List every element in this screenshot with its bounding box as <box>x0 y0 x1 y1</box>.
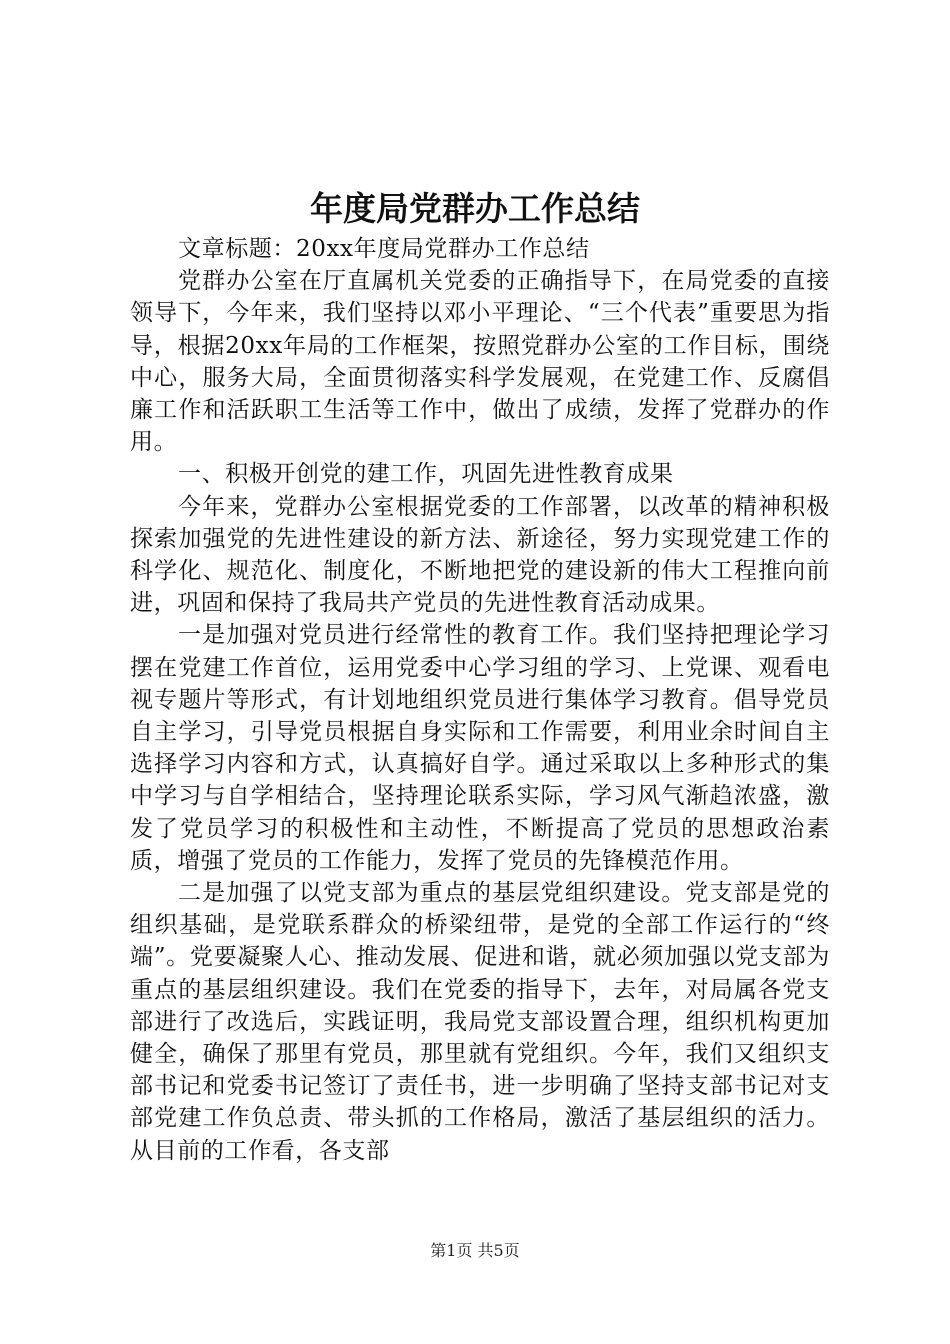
document-body <box>130 233 830 1167</box>
point-2-paragraph: 二是加强了以党支部为重点的基层党组织建设。党支部是党的组织基础，是党联系群众的桥梁纽带，是党的全部工作运行的“终端”。党要凝聚人心、推动发展、促进和谐，就必须加强以党支部为重点的基层组织建设。我们在党委的指导下，去年，对局属各党支部进行了改选后，实践证明，我局党支部设置合理，组织机构更加健全，确保了那里有党员，那里就有党组织。今年，我们又组织支部书记和党委书记签订了责任书，进一步明确了坚持支部书记对支部党建工作负总责、带头抓的工作格局，激活了基层组织的活力。从目前的工作看，各支部 <box>130 880 830 1164</box>
intro-paragraph: 党群办公室在厅直属机关党委的正确指导下，在局党委的直接领导下，今年来，我们坚持以邓小平理论、“三个代表”重要思为指导，根据20xx年局的工作框架，按照党群办公室的工作目标，围绕中心，服务大局，全面贯彻落实科学发展观，在党建工作、反腐倡廉工作和活跃职工生活等工作中，做出了成绩，发挥了党群办的作用。 <box>130 268 830 456</box>
section-1-paragraph: 今年来，党群办公室根据党委的工作部署，以改革的精神积极探索加强党的先进性建设的新方法、新途径，努力实现党建工作的科学化、规范化、制度化，不断地把党的建设新的伟大工程推向前进，巩固和保持了我局共产党员的先进性教育活动成果。 <box>130 493 830 617</box>
section-heading-1: 一、积极开创党的建工作，巩固先进性教育成果 <box>178 461 674 488</box>
page-number-footer: 第1页 共5页 <box>430 1241 520 1260</box>
article-heading-line: 文章标题：20xx年度局党群办工作总结 <box>178 236 590 262</box>
document-title: 年度局党群办工作总结 <box>310 189 640 228</box>
point-1-paragraph: 一是加强对党员进行经常性的教育工作。我们坚持把理论学习摆在党建工作首位，运用党委中心学习组的学习、上党课、观看电视专题片等形式，有计划地组织党员进行集体学习教育。倡导党员自主学习，引导党员根据自身实际和工作需要，利用业余时间自主选择学习内容和方式，认真搞好自学。通过采取以上多种形式的集中学习与自学相结合，坚持理论联系实际，学习风气渐趋浓盛，激发了党员学习的积极性和主动性，不断提高了党员的思想政治素质，增强了党员的工作能力，发挥了党员的先锋模范作用。 <box>130 622 830 874</box>
